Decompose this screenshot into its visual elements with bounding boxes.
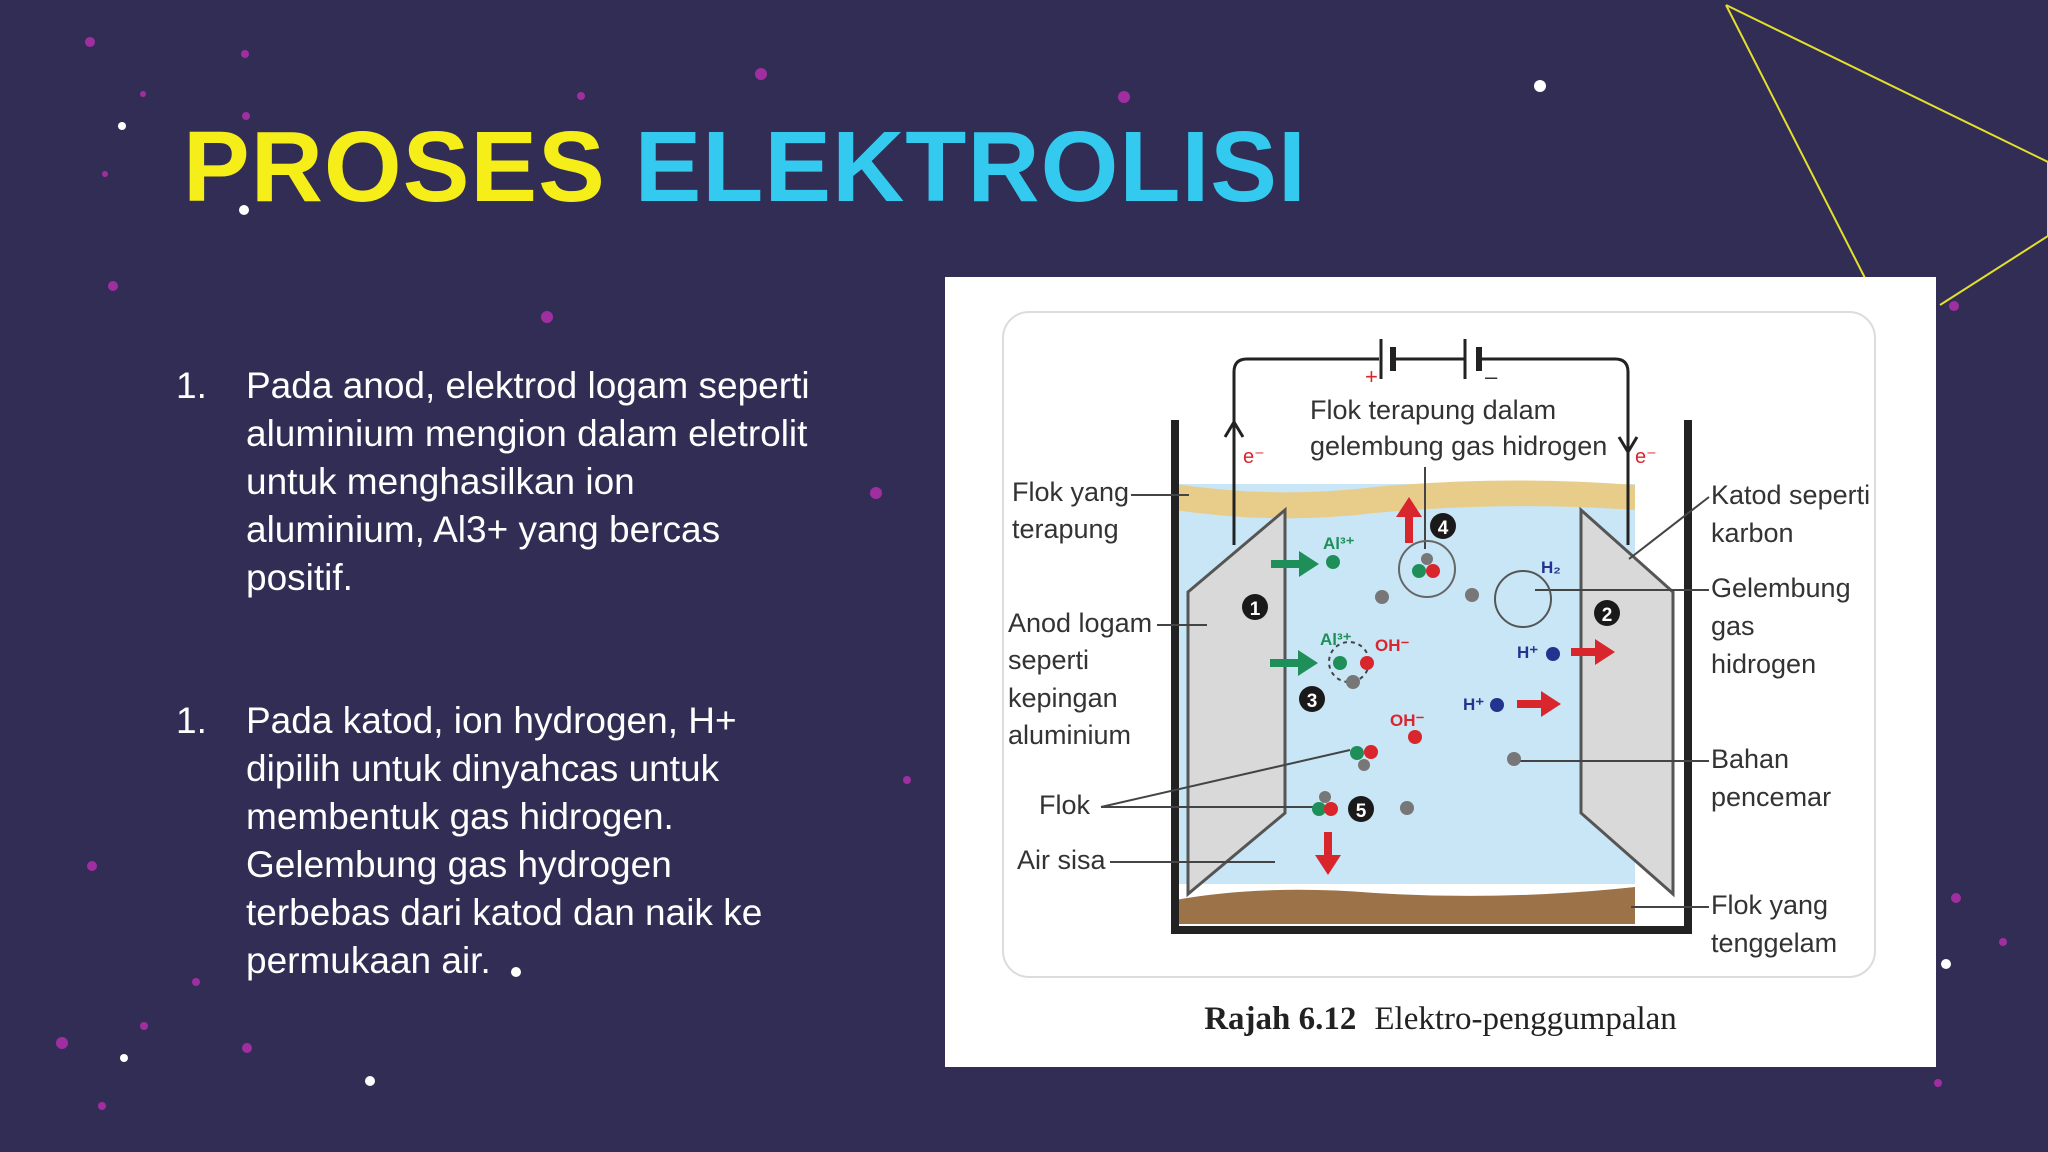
floc-particle bbox=[1412, 564, 1426, 578]
label-al-ion: Al³⁺ bbox=[1323, 534, 1355, 553]
floc-particle bbox=[1324, 802, 1338, 816]
slide-title bbox=[183, 112, 1307, 222]
electrocoagulation-diagram bbox=[945, 277, 1936, 997]
label-floating-floc-1: Flok yang bbox=[1012, 477, 1130, 507]
step-marker-3 bbox=[1299, 686, 1325, 712]
point-anode bbox=[176, 362, 816, 602]
electron-label-cathode: e⁻ bbox=[1635, 446, 1657, 468]
label-pollutant-2: pencemar bbox=[1711, 782, 1832, 812]
point-number: 1. bbox=[176, 365, 207, 406]
floc-particle bbox=[1421, 553, 1433, 565]
label-sunken-floc-2: tenggelam bbox=[1711, 928, 1838, 958]
aluminium-ion bbox=[1333, 656, 1347, 670]
label-al-ion: Al³⁺ bbox=[1320, 630, 1352, 649]
pollutant-particle bbox=[1375, 590, 1389, 604]
caption-text: Elektro-penggumpalan bbox=[1374, 1001, 1677, 1037]
point-number: 1. bbox=[176, 700, 207, 741]
label-anode-4: aluminium bbox=[1008, 720, 1132, 750]
point-text: Pada anod, elektrod logam seperti aluminium mengion dalam eletrolit untuk menghasilkan ion aluminium, Al3+ yang bercas positif. bbox=[246, 365, 810, 598]
hydroxide-ion bbox=[1408, 730, 1422, 744]
pollutant-particle bbox=[1400, 801, 1414, 815]
decorative-triangle bbox=[1726, 5, 2048, 305]
floc-particle bbox=[1426, 564, 1440, 578]
label-cathode-2: karbon bbox=[1711, 518, 1794, 548]
floc-particle bbox=[1364, 745, 1378, 759]
label-pollutant-1: Bahan bbox=[1711, 744, 1790, 774]
electrocoagulation-figure bbox=[945, 277, 1936, 1067]
label-gas-bubble-3: hidrogen bbox=[1711, 649, 1817, 679]
svg-text:3: 3 bbox=[1306, 691, 1318, 712]
label-gas-bubble-2: gas bbox=[1711, 611, 1755, 641]
step-marker-5 bbox=[1348, 796, 1374, 822]
pollutant-particle bbox=[1507, 752, 1521, 766]
hydrogen-ion bbox=[1490, 698, 1504, 712]
label-floc-in-bubbles-1: Flok terapung dalam bbox=[1310, 395, 1557, 425]
svg-text:2: 2 bbox=[1601, 605, 1613, 626]
floc-particle bbox=[1312, 802, 1326, 816]
label-h-ion: H⁺ bbox=[1517, 643, 1539, 662]
label-anode-3: kepingan bbox=[1008, 683, 1118, 713]
electron-label-anode: e⁻ bbox=[1243, 446, 1265, 468]
floc-particle bbox=[1319, 791, 1331, 803]
label-floating-floc-2: terapung bbox=[1012, 514, 1119, 544]
step-marker-1 bbox=[1242, 594, 1268, 620]
label-h2: H₂ bbox=[1541, 558, 1561, 577]
label-residual-water: Air sisa bbox=[1017, 845, 1106, 875]
point-cathode bbox=[176, 697, 816, 985]
label-floc-in-bubbles-2: gelembung gas hidrogen bbox=[1310, 431, 1608, 461]
title-part-2: ELEKTROLISI bbox=[634, 111, 1307, 223]
step-marker-4 bbox=[1430, 513, 1456, 539]
svg-text:1: 1 bbox=[1249, 599, 1261, 620]
figure-caption bbox=[945, 1001, 1936, 1038]
label-sunken-floc-1: Flok yang bbox=[1711, 890, 1829, 920]
point-text: Pada katod, ion hydrogen, H+ dipilih untuk dinyahcas untuk membentuk gas hidrogen. Gelembung gas hydrogen terbebas dari katod dan naik ke permukaan air. bbox=[246, 700, 763, 981]
pollutant-particle bbox=[1346, 675, 1360, 689]
caption-number: Rajah 6.12 bbox=[1204, 1001, 1357, 1037]
label-oh-ion: OH⁻ bbox=[1375, 636, 1410, 655]
svg-text:4: 4 bbox=[1437, 518, 1449, 539]
minus-sign: – bbox=[1485, 364, 1498, 389]
label-anode-2: seperti bbox=[1008, 645, 1090, 675]
label-anode-1: Anod logam bbox=[1008, 608, 1153, 638]
aluminium-ion bbox=[1326, 555, 1340, 569]
hydroxide-ion bbox=[1360, 656, 1374, 670]
step-marker-2 bbox=[1594, 600, 1620, 626]
label-oh-ion: OH⁻ bbox=[1390, 711, 1425, 730]
hydrogen-ion bbox=[1546, 647, 1560, 661]
label-floc: Flok bbox=[1039, 790, 1091, 820]
label-cathode-1: Katod seperti bbox=[1711, 480, 1871, 510]
floc-particle bbox=[1350, 746, 1364, 760]
pollutant-particle bbox=[1465, 588, 1479, 602]
title-part-1: PROSES bbox=[183, 111, 606, 223]
floc-particle bbox=[1358, 759, 1370, 771]
plus-sign: + bbox=[1365, 364, 1378, 389]
label-gas-bubble-1: Gelembung bbox=[1711, 573, 1851, 603]
svg-text:5: 5 bbox=[1355, 801, 1367, 822]
label-h-ion: H⁺ bbox=[1463, 695, 1485, 714]
